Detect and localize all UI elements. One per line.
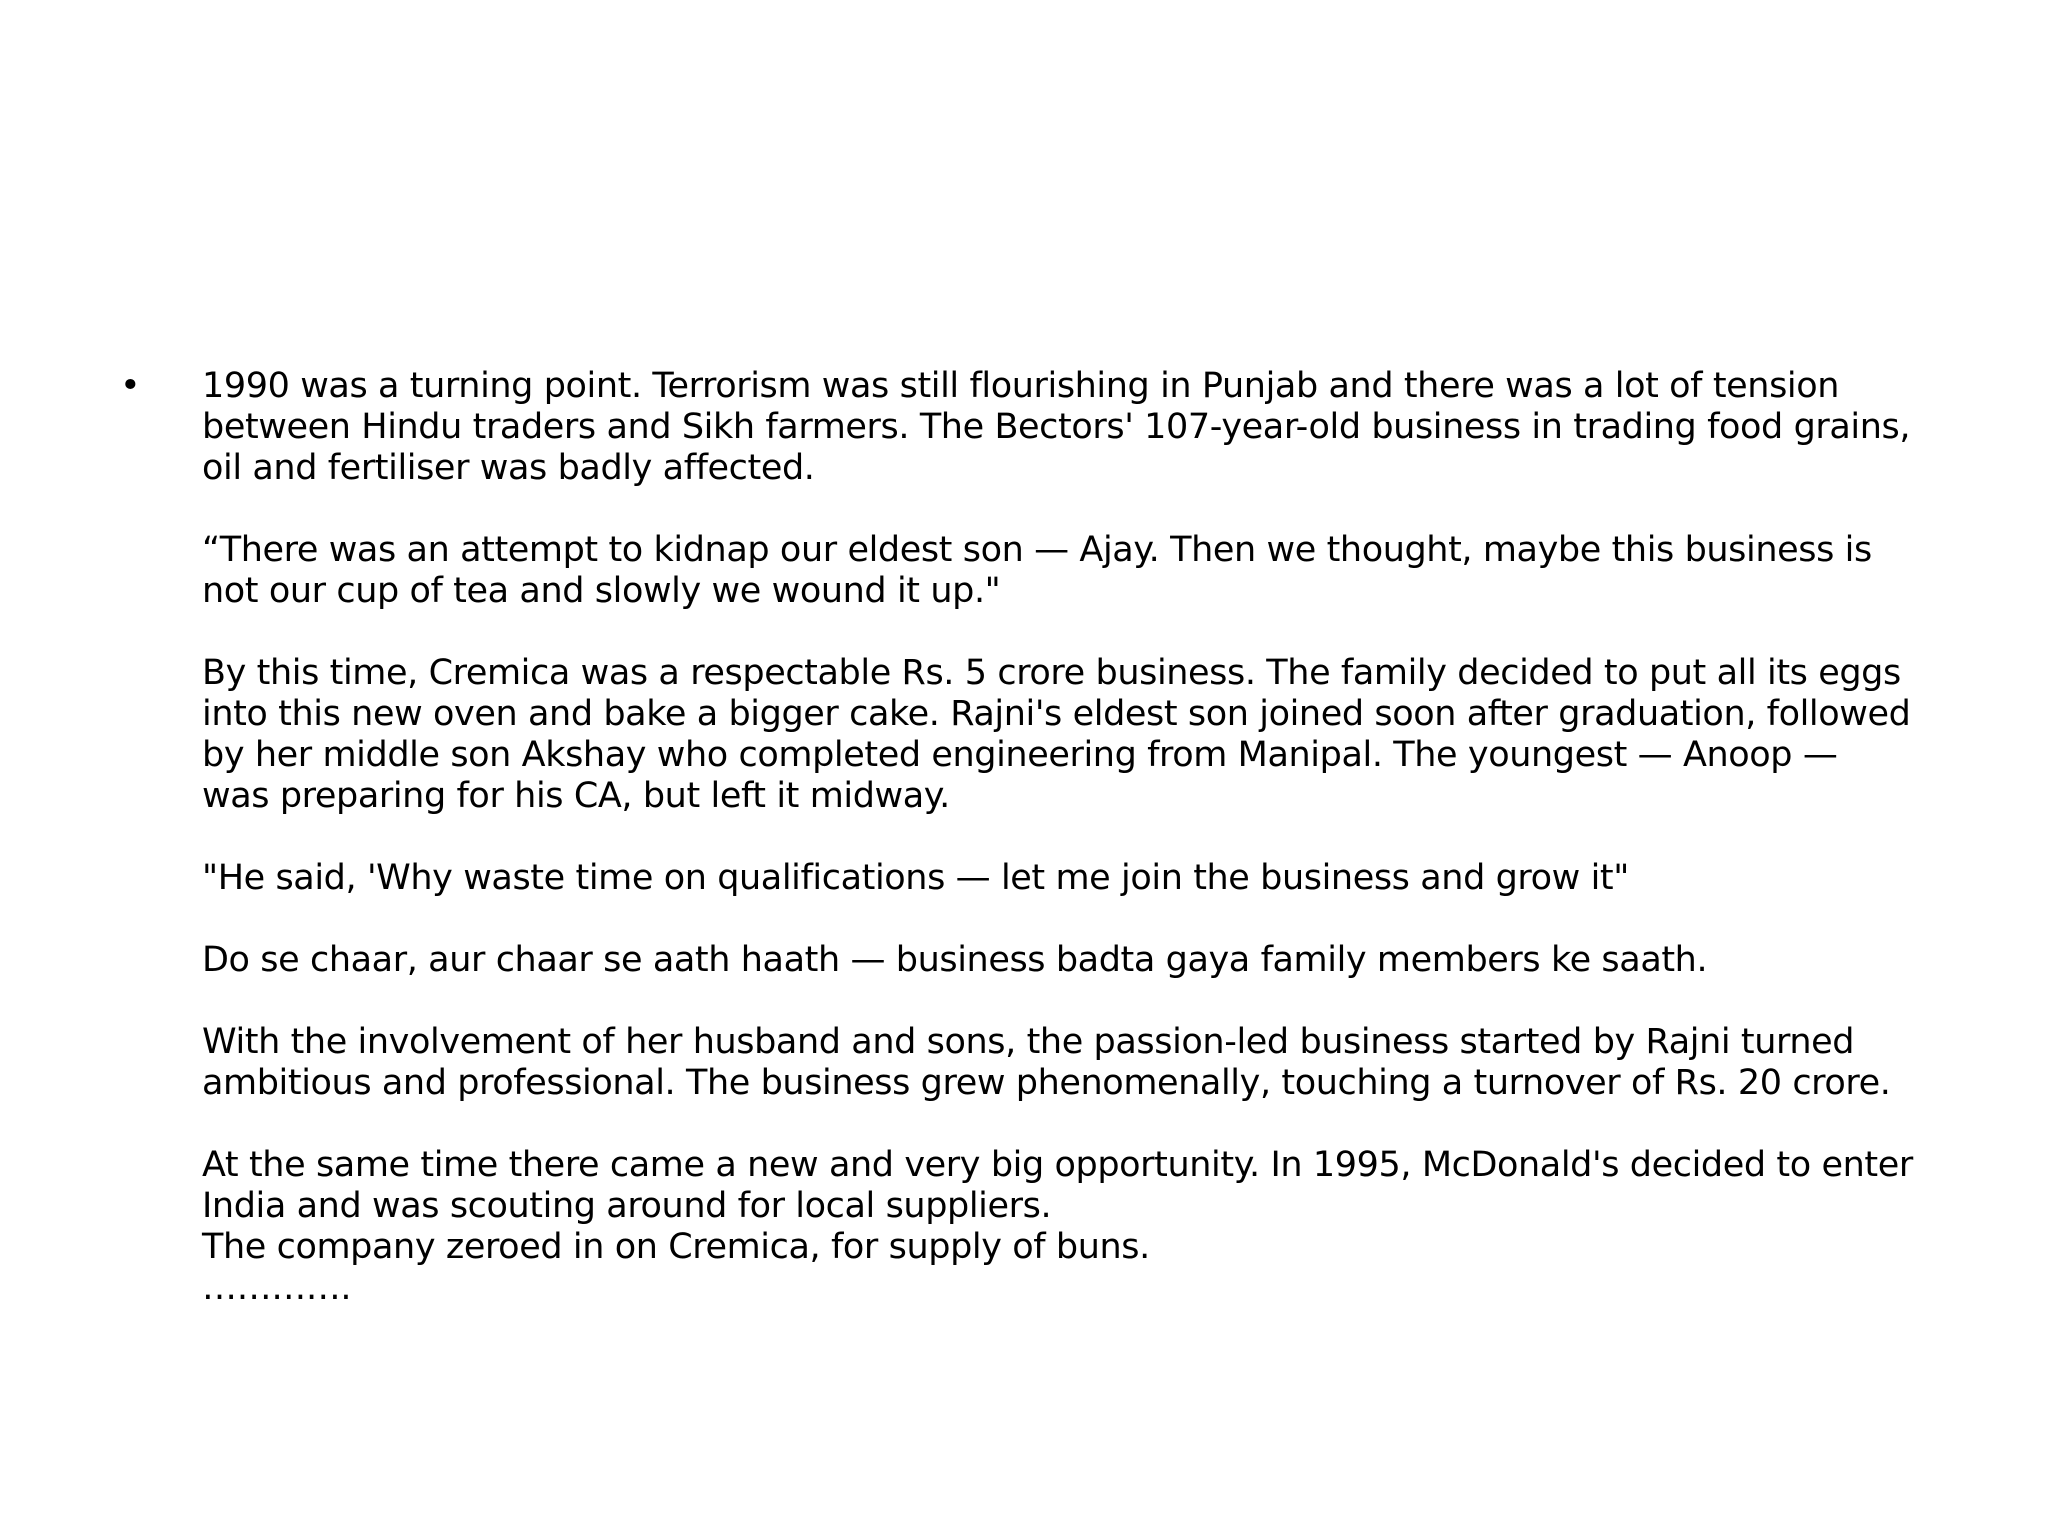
bullet-marker: • [120,366,141,406]
slide-content [120,366,1960,1309]
bullet-text: 1990 was a turning point. Terrorism was still flourishing in Punjab and there was a lot of tension between Hindu traders and Sikh farmers. The Bectors' 107-year-old business in trading food grains, oil and fertiliser was badly affected. “There was an attempt to kidnap our eldest son — Ajay. Then we thought, maybe this business is not our cup of tea and slowly we wound it up." By this time, Cremica was a respectable Rs. 5 crore business. The family decided to put all its eggs into this new oven and bake a bigger cake. Rajni's eldest son joined soon after graduation, followed by her middle son Akshay who completed engineering from Manipal. The youngest — Anoop — was preparing for his CA, but left it midway. "He said, 'Why waste time on qualifications — let me join the business and grow it" Do se chaar, aur chaar se aath haath — business badta gaya family members ke saath. With the involvement of her husband and sons, the passion-led business started by Rajni turned ambitious and professional. The business grew phenomenally, touching a turnover of Rs. 20 crore. At the same time there came a new and very big opportunity. In 1995, McDonald's decided to enter India and was scouting around for local suppliers. The company zeroed in on Cremica, for supply of buns. …………. [202,366,1913,1308]
bullet-item [120,366,1960,1309]
